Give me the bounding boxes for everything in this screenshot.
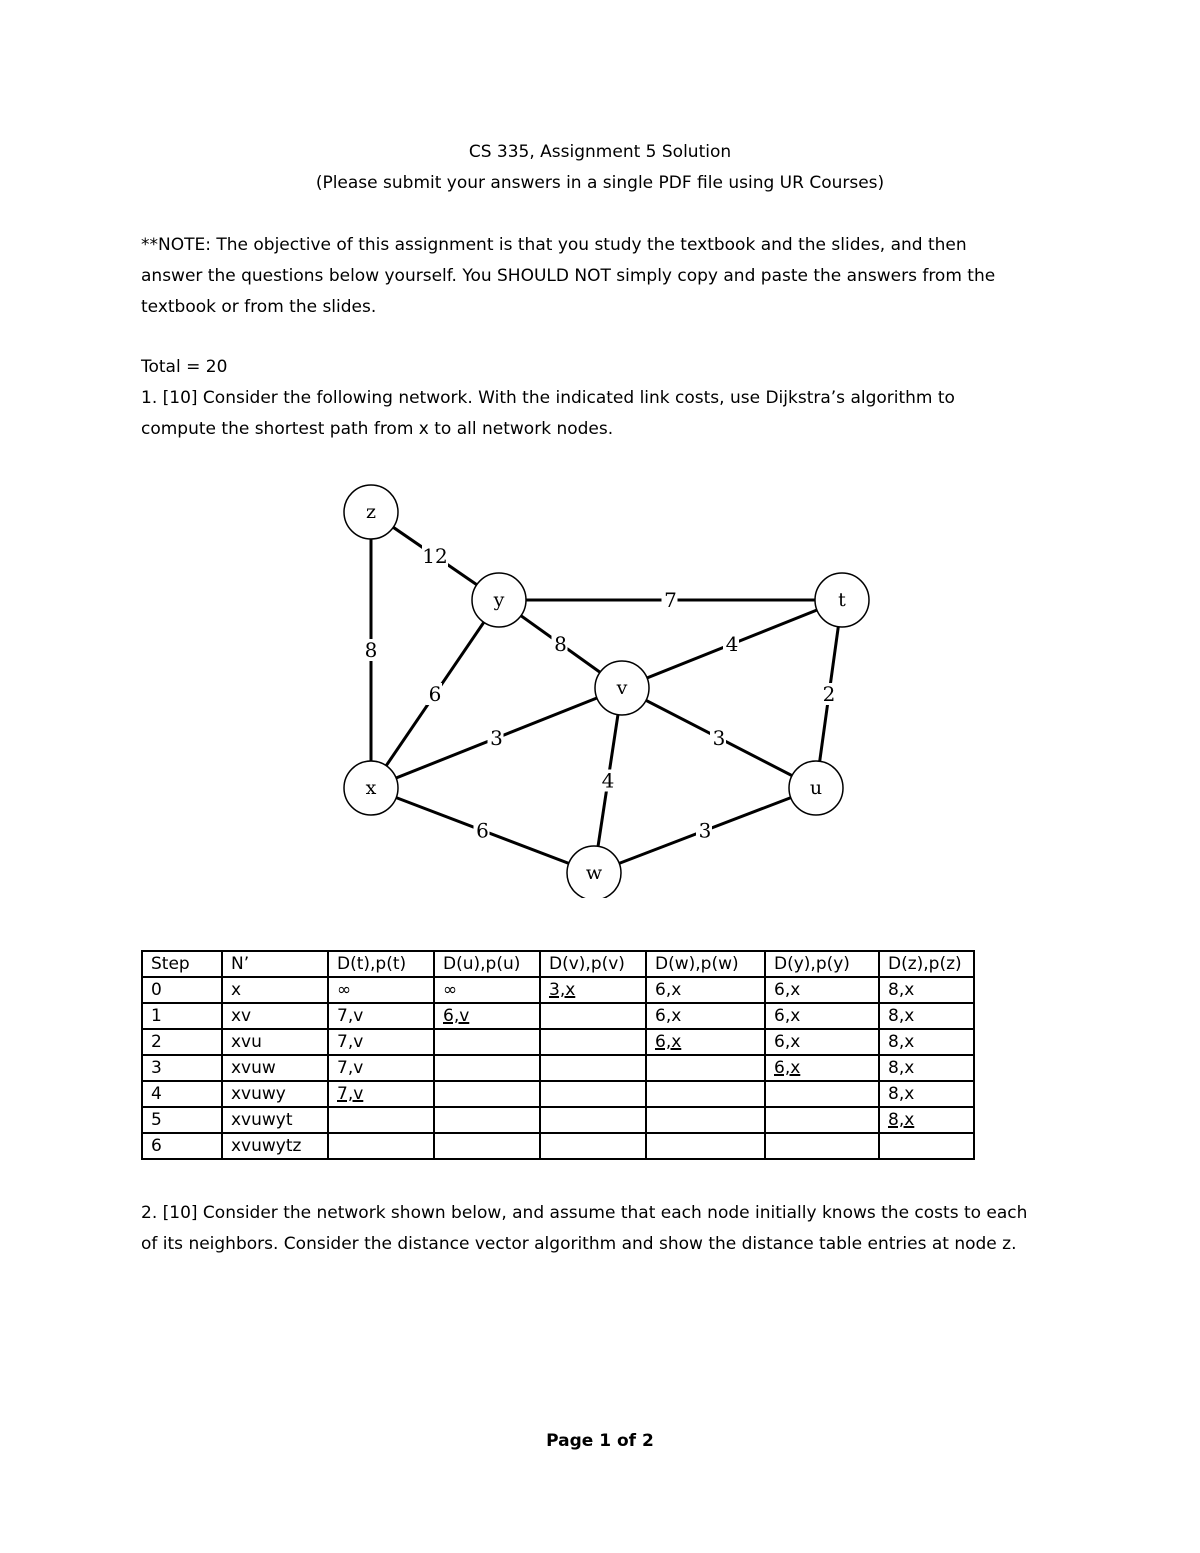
cell-value: 6,x xyxy=(774,1032,801,1052)
table-cell xyxy=(434,1029,540,1055)
edge-cost-label: 8 xyxy=(554,632,567,656)
table-cell xyxy=(222,1081,328,1107)
node-label-t: t xyxy=(838,589,846,611)
selected-value: 7,v xyxy=(337,1084,364,1104)
note-line: **NOTE: The objective of this assignment is that you study the textbook and the slides, and then xyxy=(141,235,967,255)
question-1-line: 1. [10] Consider the following network. With the indicated link costs, use Dijkstra’s algorithm to xyxy=(141,388,955,408)
edge-cost-label: 12 xyxy=(422,544,448,568)
cell-value: 6,x xyxy=(655,980,682,1000)
table-cell xyxy=(765,1055,879,1081)
node-label-x: x xyxy=(365,777,377,799)
table-cell xyxy=(222,1029,328,1055)
table-cell xyxy=(646,1055,765,1081)
cell-value: 6,x xyxy=(774,980,801,1000)
table-cell xyxy=(879,1081,974,1107)
question-1-line: compute the shortest path from x to all network nodes. xyxy=(141,419,614,439)
table-cell xyxy=(540,1133,646,1159)
cell-value: 6 xyxy=(151,1136,162,1156)
column-header: N’ xyxy=(222,951,328,977)
edge-cost-label: 3 xyxy=(698,818,712,843)
table-cell xyxy=(646,1003,765,1029)
table-cell xyxy=(765,1003,879,1029)
table-cell xyxy=(142,1133,222,1159)
table-cell xyxy=(540,1003,646,1029)
node-label-z: z xyxy=(365,501,377,523)
table-cell xyxy=(328,1003,434,1029)
edge-cost-label: 4 xyxy=(601,768,615,793)
table-cell xyxy=(765,977,879,1003)
table-cell xyxy=(142,1081,222,1107)
cell-value: 2 xyxy=(151,1032,162,1052)
edge-cost-label: 3 xyxy=(490,726,503,750)
table-cell xyxy=(879,1055,974,1081)
table-cell xyxy=(646,1107,765,1133)
node-label-u: u xyxy=(809,777,823,799)
table-header-row xyxy=(142,951,974,977)
column-header: D(y),p(y) xyxy=(765,951,879,977)
cell-value: 6,x xyxy=(774,1006,801,1026)
table-cell xyxy=(222,1003,328,1029)
table-cell xyxy=(434,977,540,1003)
table-cell xyxy=(434,1133,540,1159)
table-cell xyxy=(879,1133,974,1159)
table-cell xyxy=(879,977,974,1003)
cell-value: 4 xyxy=(151,1084,162,1104)
table-cell xyxy=(765,1133,879,1159)
cell-value: 1 xyxy=(151,1006,162,1026)
column-header: D(u),p(u) xyxy=(434,951,540,977)
cell-value: 7,v xyxy=(337,1058,364,1078)
table-cell xyxy=(540,1081,646,1107)
node-label-w: w xyxy=(585,862,603,884)
table-cell xyxy=(222,1107,328,1133)
table-cell xyxy=(646,1081,765,1107)
cell-value: ∞ xyxy=(443,980,458,1000)
selected-value: 8,x xyxy=(888,1110,915,1130)
cell-value: 5 xyxy=(151,1110,162,1130)
page-number: Page 1 of 2 xyxy=(546,1431,654,1451)
cell-value: 3 xyxy=(151,1058,162,1078)
cell-value: 8,x xyxy=(888,1032,915,1052)
network-graph xyxy=(330,478,870,898)
cell-value: 8,x xyxy=(888,1058,915,1078)
column-header: D(v),p(v) xyxy=(540,951,646,977)
cell-value: 6,x xyxy=(655,1006,682,1026)
question-1 xyxy=(141,352,1061,445)
cell-value: xv xyxy=(231,1006,252,1026)
table-row xyxy=(142,1029,974,1055)
question-2-line: 2. [10] Consider the network shown below, and assume that each node initially knows the costs to each xyxy=(141,1203,1028,1223)
table-row xyxy=(142,1055,974,1081)
table-cell xyxy=(879,1029,974,1055)
edge-cost-label: 2 xyxy=(822,682,836,706)
edge-cost-label: 6 xyxy=(476,818,489,843)
question-2 xyxy=(141,1198,1061,1260)
table-cell xyxy=(646,1133,765,1159)
table-cell xyxy=(222,1133,328,1159)
table-cell xyxy=(540,1055,646,1081)
cell-value: x xyxy=(231,980,242,1000)
table-cell xyxy=(328,977,434,1003)
table-cell xyxy=(879,1107,974,1133)
table-row xyxy=(142,977,974,1003)
table-cell xyxy=(879,1003,974,1029)
table-cell xyxy=(765,1107,879,1133)
cell-value: xvu xyxy=(231,1032,262,1052)
table-cell xyxy=(142,1055,222,1081)
edge-cost-label: 3 xyxy=(712,726,726,750)
total-points: Total = 20 xyxy=(141,357,228,377)
cell-value: 0 xyxy=(151,980,162,1000)
question-2-line: of its neighbors. Consider the distance vector algorithm and show the distance table entries at node z. xyxy=(141,1234,1017,1254)
cell-value: 7,v xyxy=(337,1032,364,1052)
column-header: D(t),p(t) xyxy=(328,951,434,977)
note-line: textbook or from the slides. xyxy=(141,297,377,317)
column-header: Step xyxy=(142,951,222,977)
table-cell xyxy=(434,1107,540,1133)
table-cell xyxy=(328,1029,434,1055)
table-row xyxy=(142,1107,974,1133)
cell-value: 7,v xyxy=(337,1006,364,1026)
edge-cost-label: 8 xyxy=(364,638,378,662)
table-row xyxy=(142,1081,974,1107)
table-cell xyxy=(142,977,222,1003)
table-cell xyxy=(434,1003,540,1029)
edge-cost-label: 6 xyxy=(428,682,442,706)
document-title: CS 335, Assignment 5 Solution xyxy=(468,142,732,162)
edge-cost-label: 4 xyxy=(725,632,739,656)
dijkstra-table xyxy=(141,950,975,1160)
cell-value: 8,x xyxy=(888,980,915,1000)
table-cell xyxy=(142,1003,222,1029)
note-line: answer the questions below yourself. You SHOULD NOT simply copy and paste the answers from the xyxy=(141,266,996,286)
table-cell xyxy=(540,977,646,1003)
note-paragraph xyxy=(141,230,1061,323)
selected-value: 3,x xyxy=(549,980,576,1000)
selected-value: 6,v xyxy=(443,1006,470,1026)
cell-value: xvuwy xyxy=(231,1084,286,1104)
table-cell xyxy=(328,1133,434,1159)
table-cell xyxy=(328,1081,434,1107)
table-cell xyxy=(646,1029,765,1055)
cell-value: 8,x xyxy=(888,1084,915,1104)
table-cell xyxy=(142,1029,222,1055)
table-row xyxy=(142,1133,974,1159)
table-cell xyxy=(142,1107,222,1133)
cell-value: xvuw xyxy=(231,1058,276,1078)
table-cell xyxy=(434,1081,540,1107)
cell-value: 8,x xyxy=(888,1006,915,1026)
table-cell xyxy=(222,1055,328,1081)
table-cell xyxy=(222,977,328,1003)
table-cell xyxy=(646,977,765,1003)
table-cell xyxy=(434,1055,540,1081)
selected-value: 6,x xyxy=(774,1058,801,1078)
edge-cost-label: 7 xyxy=(664,588,677,612)
cell-value: xvuwyt xyxy=(231,1110,293,1130)
table-cell xyxy=(328,1107,434,1133)
node-label-y: y xyxy=(493,589,505,611)
node-label-v: v xyxy=(616,677,628,699)
table-cell xyxy=(540,1107,646,1133)
column-header: D(w),p(w) xyxy=(646,951,765,977)
cell-value: ∞ xyxy=(337,980,352,1000)
table-cell xyxy=(765,1029,879,1055)
table-cell xyxy=(328,1055,434,1081)
table-cell xyxy=(765,1081,879,1107)
document-subtitle: (Please submit your answers in a single PDF file using UR Courses) xyxy=(315,173,885,193)
column-header: D(z),p(z) xyxy=(879,951,974,977)
table-row xyxy=(142,1003,974,1029)
cell-value: xvuwytz xyxy=(231,1136,302,1156)
selected-value: 6,x xyxy=(655,1032,682,1052)
table-cell xyxy=(540,1029,646,1055)
